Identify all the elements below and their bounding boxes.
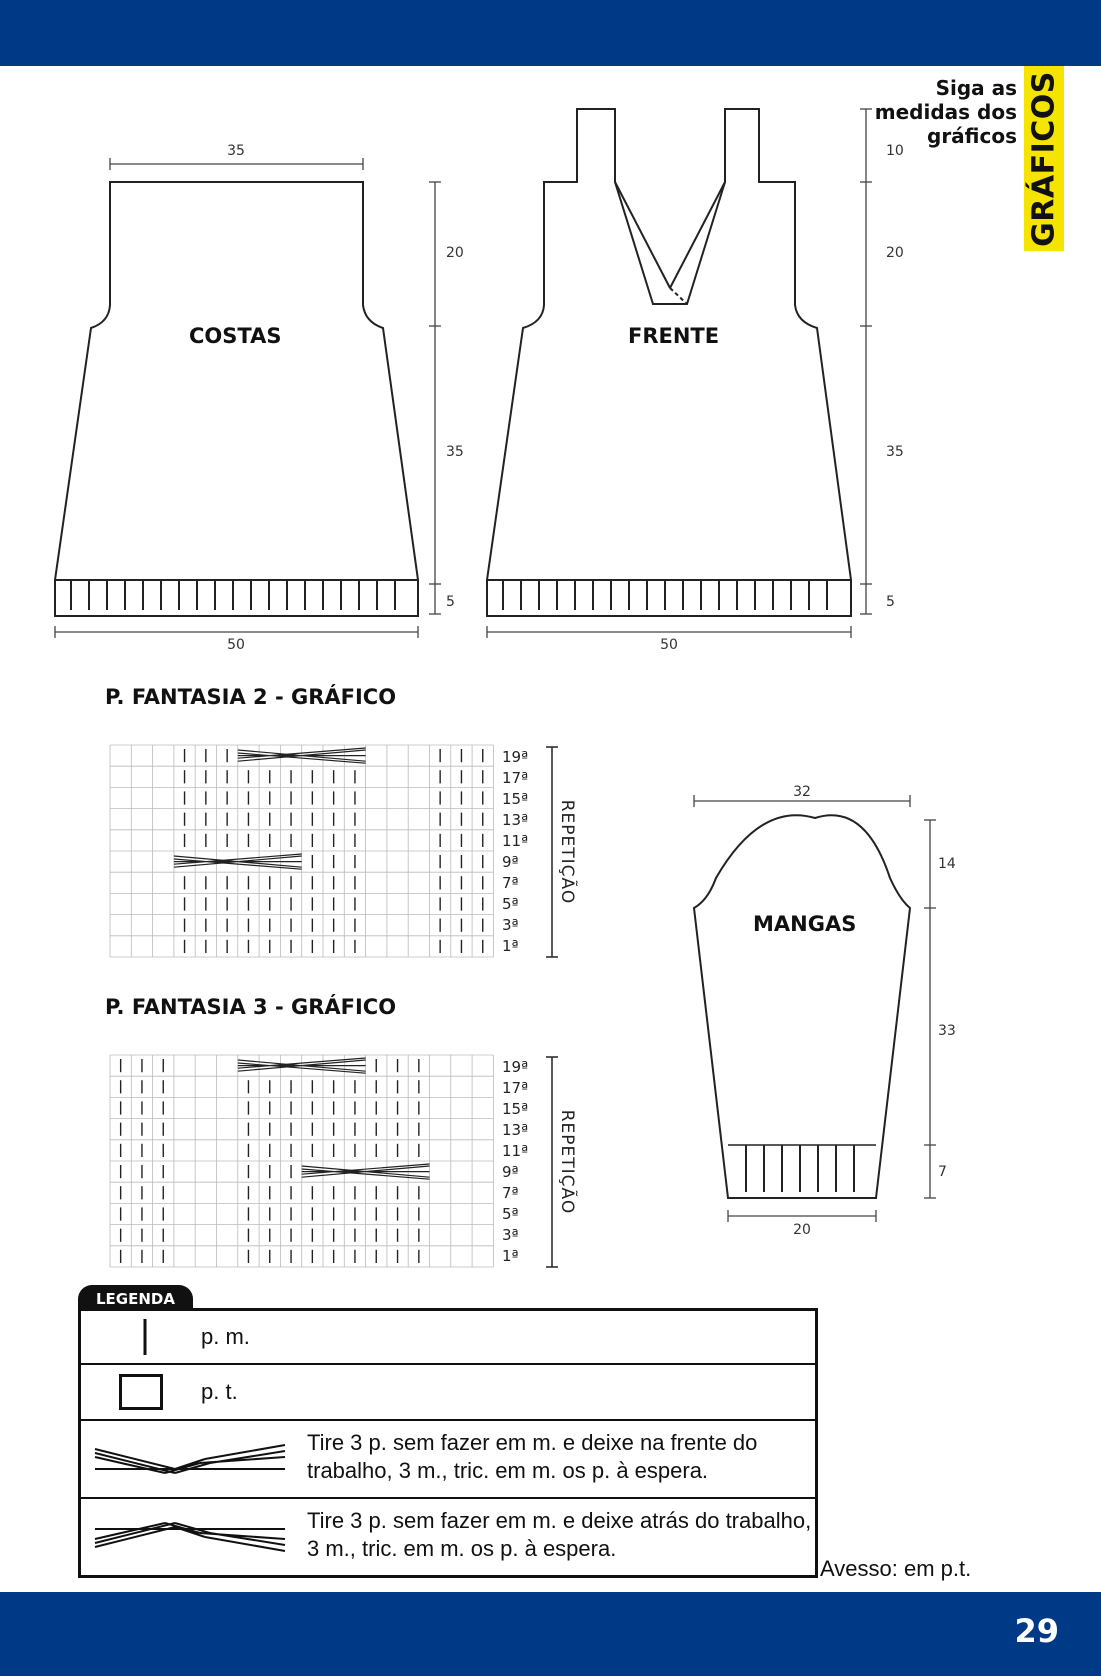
legend-text xyxy=(307,1507,811,1563)
sleeve-height-1: 14 xyxy=(938,856,956,872)
row-label: 15ª xyxy=(502,1100,529,1118)
legend-text-line: trabalho, 3 m., tric. em m. os p. à espera. xyxy=(307,1458,709,1483)
front-height-2: 20 xyxy=(886,245,904,261)
front-label: FRENTE xyxy=(628,324,720,348)
row-label: 5ª xyxy=(502,895,519,913)
note-line: gráficos xyxy=(927,124,1017,148)
row-label: 17ª xyxy=(502,769,529,787)
back-height-3: 5 xyxy=(446,594,455,610)
front-height-4: 5 xyxy=(886,594,895,610)
row-label: 15ª xyxy=(502,790,529,808)
row-label: 5ª xyxy=(502,1205,519,1223)
legend-table xyxy=(78,1308,818,1578)
chart-1-repeat-label: REPETIÇÃO xyxy=(557,799,577,905)
row-label: 7ª xyxy=(502,874,519,892)
legend-row-cable-front xyxy=(81,1421,815,1499)
legend-text: p. m. xyxy=(201,1324,250,1349)
back-label: COSTAS xyxy=(189,324,282,348)
back-width-bottom: 50 xyxy=(227,637,245,653)
chart-2-repeat-label: REPETIÇÃO xyxy=(557,1109,577,1215)
note-line: Siga as xyxy=(935,76,1017,100)
cable-front-icon xyxy=(95,1441,285,1477)
empty-square-icon xyxy=(119,1374,163,1410)
front-width-bottom: 50 xyxy=(660,637,678,653)
legend-text-line: Tire 3 p. sem fazer em m. e deixe atrás do trabalho, xyxy=(307,1508,812,1533)
front-height-1: 10 xyxy=(886,143,904,159)
legend-row-knit xyxy=(81,1311,815,1365)
row-label: 3ª xyxy=(502,916,519,934)
section-tab-label: GRÁFICOS xyxy=(1026,70,1062,247)
row-label: 13ª xyxy=(502,1121,529,1139)
legend-text: p. t. xyxy=(201,1379,238,1404)
page-number: 29 xyxy=(1014,1612,1059,1650)
legend-tab: LEGENDA xyxy=(78,1285,193,1311)
sleeve-width-bottom: 20 xyxy=(793,1222,811,1238)
front-height-3: 35 xyxy=(886,444,904,460)
legend-text xyxy=(307,1429,757,1485)
back-height-1: 20 xyxy=(446,245,464,261)
row-label: 7ª xyxy=(502,1184,519,1202)
sleeve-width-top: 32 xyxy=(793,784,811,800)
sleeve-label: MANGAS xyxy=(753,912,857,936)
sleeve-height-3: 7 xyxy=(938,1164,947,1180)
row-label: 9ª xyxy=(502,853,519,871)
row-label: 19ª xyxy=(502,748,529,766)
sleeve-outline xyxy=(694,815,910,1198)
row-label: 11ª xyxy=(502,1142,529,1160)
row-label: 9ª xyxy=(502,1163,519,1181)
purl-side-note: Avesso: em p.t. xyxy=(820,1556,972,1581)
sleeve-height-2: 33 xyxy=(938,1023,956,1039)
legend-text-line: 3 m., tric. em m. os p. à espera. xyxy=(307,1536,617,1561)
row-label: 1ª xyxy=(502,937,519,955)
cable-back-icon xyxy=(95,1519,285,1555)
row-label: 13ª xyxy=(502,811,529,829)
row-label: 3ª xyxy=(502,1226,519,1244)
legend-text-line: Tire 3 p. sem fazer em m. e deixe na frente do xyxy=(307,1430,758,1455)
row-label: 17ª xyxy=(502,1079,529,1097)
row-label: 1ª xyxy=(502,1247,519,1265)
note-line: medidas dos xyxy=(874,100,1017,124)
legend-row-cable-back xyxy=(81,1499,815,1575)
chart-1-title: P. FANTASIA 2 - GRÁFICO xyxy=(105,685,397,709)
legend-row-purl xyxy=(81,1365,815,1421)
back-height-2: 35 xyxy=(446,444,464,460)
back-width-top: 35 xyxy=(227,143,245,159)
row-label: 11ª xyxy=(502,832,529,850)
chart-2-title: P. FANTASIA 3 - GRÁFICO xyxy=(105,995,397,1019)
row-label: 19ª xyxy=(502,1058,529,1076)
bottom-band xyxy=(0,1592,1101,1676)
vertical-bar-icon xyxy=(141,1319,149,1355)
